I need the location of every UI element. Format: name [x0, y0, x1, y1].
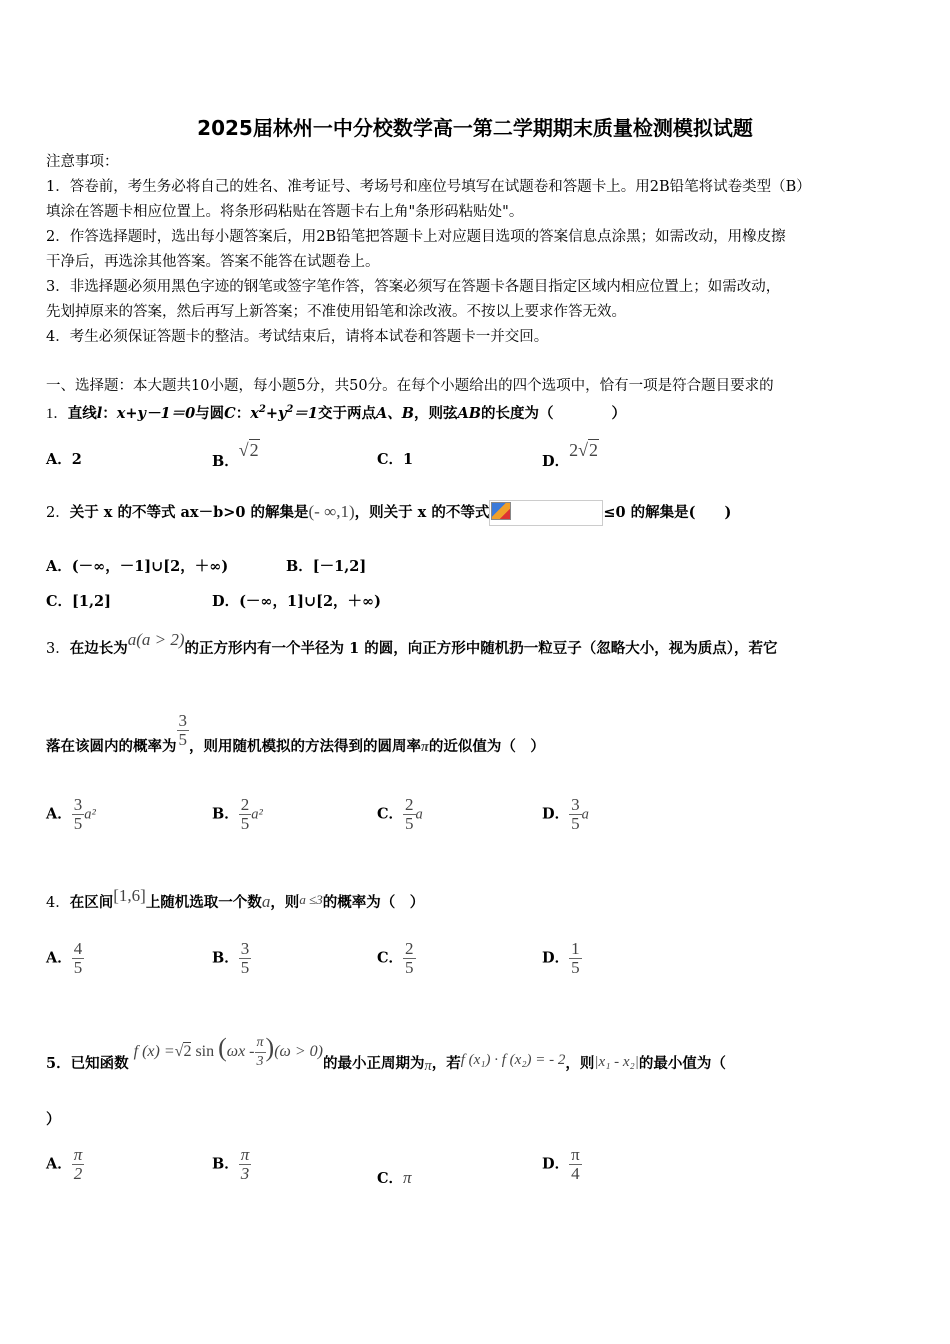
- q4-interval: [1,6]: [113, 886, 146, 905]
- question-3: [46, 630, 778, 659]
- notice-line-1: 1．答卷前，考生务必将自己的姓名、准考证号、考场号和座位号填写在试题卷和答题卡上。用2B铅笔将试卷类型（B）: [46, 179, 811, 195]
- broken-image-icon: [489, 500, 603, 526]
- q3-probability: $\frac{3}{5}$: [178, 711, 187, 749]
- q4-option-d[interactable]: D． $\frac{1}{5}$: [542, 939, 580, 977]
- q2-option-c[interactable]: C．[1,2]: [46, 593, 111, 610]
- q5-function: f (x) =√2 sin (ωx - $\frac{\pi}{3}$ )(ω > 0): [133, 1033, 323, 1069]
- q4-text: 在区间: [69, 894, 114, 911]
- q3-pi: π: [421, 738, 429, 755]
- q2-interval: (- ∞,1): [308, 502, 355, 521]
- sqrt-symbol: 2√2: [569, 440, 598, 460]
- q1-text: 交于两点: [317, 404, 376, 422]
- question-2: [46, 500, 731, 526]
- q5-option-d[interactable]: D． $\frac{\pi}{4}$: [542, 1145, 580, 1183]
- q3-option-d[interactable]: D． $\frac{3}{5}$ a: [542, 795, 589, 833]
- q5-text: ，则: [565, 1055, 595, 1073]
- q1-text: ：: [235, 404, 251, 422]
- q5-text: 的最小值为（: [638, 1055, 726, 1073]
- q2-text: ，则关于 x 的不等式: [354, 504, 490, 521]
- q1-chord: AB: [457, 404, 482, 422]
- question-1: [46, 400, 626, 424]
- q3-text: 落在该圆内的概率为: [46, 737, 177, 755]
- q1-text: 与圆: [195, 404, 225, 422]
- q3-text: 的正方形内有一个半径为 1 的圆，向正方形中随机扔一粒豆子（忽略大小，视为质点），若它: [184, 640, 778, 657]
- q4-condition: a ≤3: [299, 892, 323, 907]
- question-3-cont: [46, 711, 545, 755]
- q1-option-b[interactable]: B．√2: [212, 440, 259, 470]
- question-5: [46, 1033, 726, 1075]
- q1-text: ：: [102, 404, 117, 422]
- q1-circle-c: C: [224, 404, 236, 422]
- q5-number: 5．: [46, 1055, 71, 1073]
- q2-option-d[interactable]: D．(－∞，1]∪[2，＋∞): [212, 593, 382, 610]
- q4-text: 的概率为（ ）: [322, 894, 425, 911]
- q3-option-a[interactable]: A． $\frac{3}{5}$ a²: [46, 795, 96, 833]
- q3-number: 3．: [46, 641, 70, 657]
- q5-product: f (x₁) · f (x₂) = - 2: [460, 1052, 566, 1069]
- q5-option-b[interactable]: B． $\frac{\pi}{3}$: [212, 1145, 250, 1183]
- q5-abs-diff: |x₁ - x₂|: [594, 1054, 639, 1071]
- q1-text: 直线: [67, 404, 97, 422]
- q3-text: ，则用随机模拟的方法得到的圆周率: [189, 737, 421, 755]
- q3-option-b[interactable]: B． $\frac{2}{5}$ a²: [212, 795, 263, 833]
- q4-option-a[interactable]: A． $\frac{4}{5}$: [46, 939, 83, 977]
- q2-text: ≤0 的解集是( ): [603, 504, 732, 521]
- q2-option-a[interactable]: A．(－∞，－1]∪[2，＋∞): [46, 558, 229, 575]
- question-5-cont: ）: [46, 1111, 61, 1128]
- q5-option-c[interactable]: C．π: [377, 1168, 412, 1187]
- q2-number: 2．: [46, 505, 70, 521]
- q1-circle-eq: $x^2+y^2=1$: [250, 404, 318, 422]
- q3-option-c[interactable]: C． $\frac{2}{5}$ a: [377, 795, 423, 833]
- q3-text: 的近似值为（ ）: [428, 737, 545, 755]
- q1-option-c[interactable]: C．1: [377, 451, 414, 468]
- q4-text: ，则: [270, 894, 300, 911]
- page-title: 2025届林州一中分校数学高一第二学期期末质量检测模拟试题: [197, 116, 753, 140]
- q2-text: 关于 x 的不等式 ax－b>0 的解集是: [69, 504, 309, 521]
- question-4: [46, 886, 425, 913]
- q1-line-l: l: [96, 404, 103, 422]
- q3-side-length: a(a > 2): [127, 630, 185, 649]
- q4-text: 上随机选取一个数: [145, 894, 262, 911]
- q2-option-b[interactable]: B．[－1,2]: [286, 558, 367, 575]
- q3-text: 在边长为: [69, 640, 128, 657]
- q1-number: 1．: [46, 405, 68, 422]
- notice-line-2: 填涂在答题卡相应位置上。将条形码粘贴在答题卡右上角"条形码粘贴处"。: [46, 204, 524, 220]
- notice-line-7: 4．考生必须保证答题卡的整洁。考试结束后，请将本试卷和答题卡一并交回。: [46, 329, 549, 345]
- q4-number: 4．: [46, 895, 70, 911]
- q4-option-c[interactable]: C． $\frac{2}{5}$: [377, 939, 414, 977]
- notice-line-6: 先划掉原来的答案，然后再写上新答案；不准使用铅笔和涂改液。不按以上要求作答无效。: [46, 304, 626, 320]
- q1-option-a[interactable]: A．2: [46, 451, 82, 468]
- q1-option-d[interactable]: D．2√2: [542, 440, 598, 470]
- sqrt-symbol: √2: [238, 440, 259, 460]
- q4-var-a: a: [261, 892, 271, 911]
- q5-text: ，若: [431, 1055, 461, 1073]
- notice-line-3: 2．作答选择题时，选出每小题答案后，用2B铅笔把答题卡上对应题目选项的答案信息点涂黑；如需改动，用橡皮擦: [46, 229, 786, 245]
- q1-line-eq: x+y－1＝0: [116, 404, 196, 422]
- q5-option-a[interactable]: A． $\frac{\pi}{2}$: [46, 1145, 83, 1183]
- notice-line-5: 3．非选择题必须用黑色字迹的钢笔或签字笔作答，答案必须写在答题卡各题目指定区域内相应位置上；如需改动，: [46, 279, 781, 295]
- q1-text: 的长度为（ ）: [481, 404, 627, 422]
- notice-heading: 注意事项：: [46, 154, 119, 170]
- q1-text: ，则弦: [414, 404, 458, 422]
- section-heading: 一、选择题：本大题共10小题，每小题5分，共50分。在每个小题给出的四个选项中，恰有一项是符合题目要求的: [46, 378, 774, 394]
- q5-text: 的最小正周期为: [322, 1055, 425, 1073]
- notice-line-4: 干净后，再选涂其他答案。答案不能答在试题卷上。: [46, 254, 380, 270]
- q4-option-b[interactable]: B． $\frac{3}{5}$: [212, 939, 250, 977]
- q1-points: A、B: [375, 404, 414, 422]
- q5-text: 已知函数: [70, 1055, 129, 1073]
- q5-pi: π: [424, 1058, 432, 1075]
